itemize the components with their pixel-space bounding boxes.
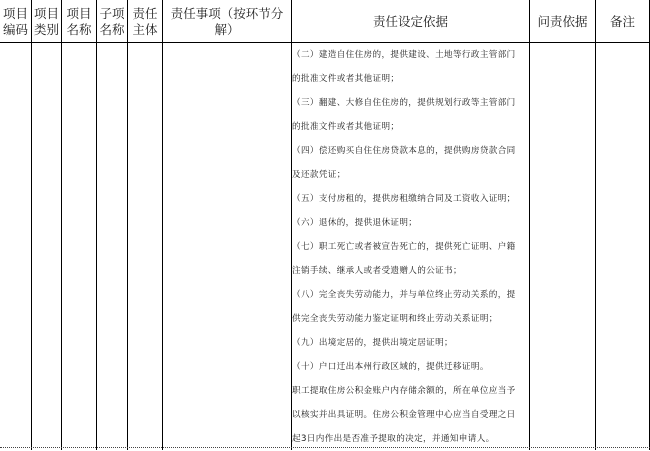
header-sub-name-text: 子项名称 xyxy=(99,6,125,37)
header-subject xyxy=(128,2,162,42)
header-name xyxy=(62,2,96,42)
basis-line: 的批准文件或者其他证明； xyxy=(292,122,400,132)
basis-line: （二）建造自住住房的，提供建设、土地等行政主管部门 xyxy=(292,50,516,60)
header-basis xyxy=(292,2,529,42)
header-accountability-text: 问责依据 xyxy=(537,14,588,29)
col-divider xyxy=(162,0,163,450)
header-basis-text: 责任设定依据 xyxy=(372,14,448,29)
basis-line: （三）翻建、大修自住住房的，提供规划行政等主管部门 xyxy=(292,98,516,108)
basis-line: （十）户口迁出本州行政区域的，提供迁移证明。 xyxy=(292,362,489,372)
col-divider xyxy=(595,0,596,450)
header-accountability xyxy=(530,2,595,42)
basis-line: 注销手续、继承人或者受遗赠人的公证书； xyxy=(292,266,462,276)
basis-line: （七）职工死亡或者被宣告死亡的，提供死亡证明、户籍 xyxy=(292,242,516,252)
basis-line: （四）偿还购买自住住房贷款本息的，提供购房贷款合同 xyxy=(292,146,516,156)
col-divider xyxy=(31,0,32,450)
header-matters-text: 责任事项（按环节分解） xyxy=(170,6,284,37)
header-remarks xyxy=(596,2,649,42)
header-code-text: 项目编码 xyxy=(2,6,28,37)
header-sub-name xyxy=(97,2,127,42)
col-divider xyxy=(61,0,62,450)
header-category-text: 项目类别 xyxy=(33,6,59,37)
basis-line: 职工提取住房公积金账户内存储余额的，所在单位应当予 xyxy=(292,386,516,396)
basis-line: 的批准文件或者其他证明； xyxy=(292,74,400,84)
basis-line: 供完全丧失劳动能力鉴定证明和终止劳动关系证明； xyxy=(292,314,498,324)
header-subject-text: 责任主体 xyxy=(132,6,158,37)
col-divider xyxy=(529,0,530,450)
basis-line: 起3日内作出是否准予提取的决定，并通知申请人。 xyxy=(292,434,495,444)
col-divider xyxy=(127,0,128,450)
basis-line: （八）完全丧失劳动能力，并与单位终止劳动关系的，提 xyxy=(292,290,516,300)
header-name-text: 项目名称 xyxy=(66,6,92,37)
basis-line: （五）支付房租的，提供房租缴纳合同及工资收入证明； xyxy=(292,194,516,204)
header-category xyxy=(32,2,61,42)
basis-line: 及还款凭证； xyxy=(292,170,346,180)
header-code xyxy=(0,2,31,42)
col-divider xyxy=(96,0,97,450)
basis-line: （六）退休的，提供退休证明； xyxy=(292,218,418,228)
basis-text-block xyxy=(292,43,528,451)
basis-line: 以核实并出具证明。住房公积金管理中心应当自受理之日 xyxy=(292,410,516,420)
basis-line: （九）出境定居的，提供出境定居证明； xyxy=(292,338,453,348)
header-remarks-text: 备注 xyxy=(609,14,635,29)
header-matters xyxy=(170,2,284,42)
